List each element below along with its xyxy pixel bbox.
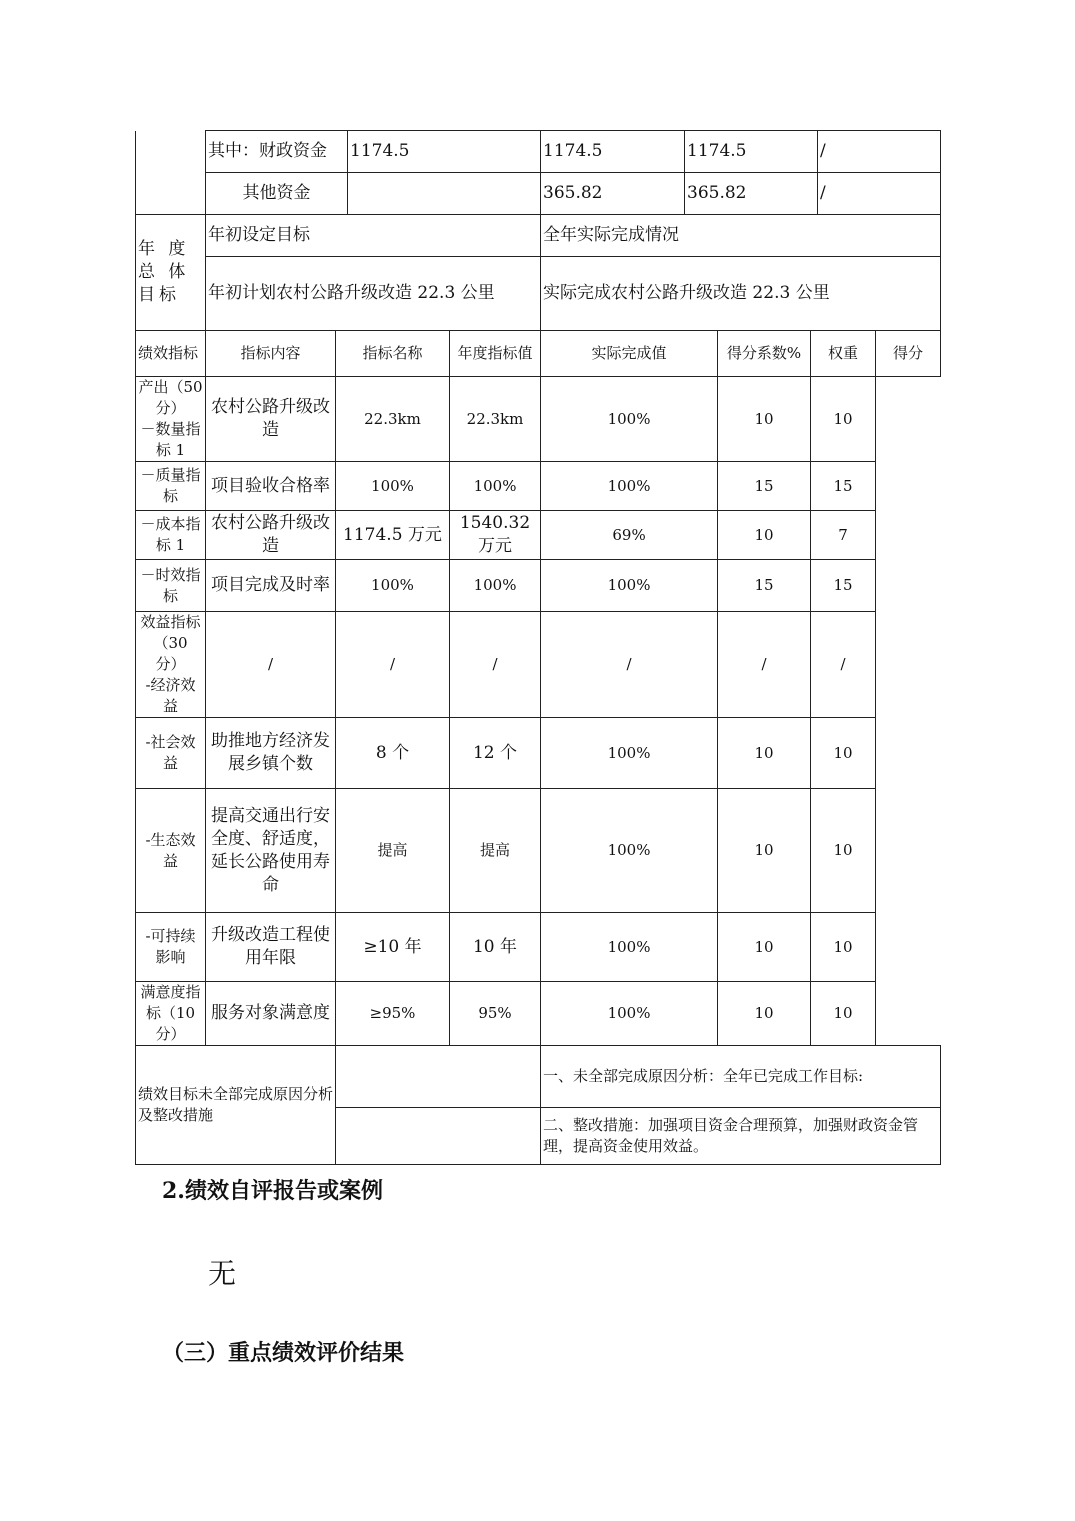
indicator-cell: 1540.32 万元 (450, 511, 541, 560)
cell: 365.82 (541, 173, 685, 215)
indicator-cell: / (336, 612, 450, 718)
indicator-cell: 100% (541, 462, 718, 511)
indicator-cell: 10 (718, 511, 811, 560)
indicator-row (136, 718, 941, 789)
fiscal-funds-row (136, 131, 941, 173)
section-2-title: 2.绩效自评报告或案例 (162, 1178, 383, 1204)
indicator-cell: 10 (811, 718, 876, 789)
indicator-cell: 农村公路升级改造 (206, 511, 336, 560)
indicator-cell: 10 (811, 913, 876, 982)
indicator-cell: 100% (336, 462, 450, 511)
indicator-cell: 10 (718, 913, 811, 982)
indicator-cell: 100% (541, 982, 718, 1046)
column-header: 指标名称 (336, 331, 450, 377)
indicator-cell: ≥10 年 (336, 913, 450, 982)
section-3-title: （三）重点绩效评价结果 (162, 1340, 405, 1366)
indicator-cell: 10 (718, 718, 811, 789)
column-header: 实际完成值 (541, 331, 718, 377)
indicator-cell: 10 (811, 982, 876, 1046)
indicator-cell: 提高 (336, 789, 450, 913)
indicator-row (136, 462, 941, 511)
indicator-cell: 95% (450, 982, 541, 1046)
indicator-cell: / (450, 612, 541, 718)
indicator-cell: 升级改造工程使用年限 (206, 913, 336, 982)
indicator-cell: 项目完成及时率 (206, 560, 336, 612)
column-header: 指标内容 (206, 331, 336, 377)
indicator-cell: 满意度指标（10 分） (136, 982, 206, 1046)
header-row (136, 331, 941, 377)
indicator-cell: －成本指标 1 (136, 511, 206, 560)
set-goal-text: 年初计划农村公路升级改造 22.3 公里 (206, 257, 541, 331)
indicator-cell: 10 (718, 982, 811, 1046)
indicator-cell: / (541, 612, 718, 718)
row-label: 其中：财政资金 (206, 131, 348, 173)
indicator-cell: / (206, 612, 336, 718)
indicator-cell: 100% (450, 462, 541, 511)
cell: 1174.5 (685, 131, 818, 173)
indicator-row (136, 913, 941, 982)
indicator-cell: 10 (811, 789, 876, 913)
actual-text: 实际完成农村公路升级改造 22.3 公里 (541, 257, 941, 331)
indicator-cell: 提高交通出行安全度、舒适度，延长公路使用寿命 (206, 789, 336, 913)
annual-goal-label: 年 度 总 体目标 (136, 215, 206, 331)
indicator-row (136, 982, 941, 1046)
indicator-cell: 22.3km (336, 377, 450, 462)
indicator-cell: 项目验收合格率 (206, 462, 336, 511)
row-label: 其他资金 (206, 173, 348, 215)
indicator-cell: 10 (718, 377, 811, 462)
indicator-cell: 10 (811, 377, 876, 462)
indicator-cell: 100% (541, 913, 718, 982)
column-header: 得分 (876, 331, 941, 377)
other-funds-row (136, 173, 941, 215)
indicator-cell: －质量指标 (136, 462, 206, 511)
measures-text: 二、整改措施：加强项目资金合理预算，加强财政资金管理，提高资金使用效益。 (541, 1108, 941, 1165)
cell: 365.82 (685, 173, 818, 215)
indicator-cell: 100% (541, 718, 718, 789)
indicator-cell: ≥95% (336, 982, 450, 1046)
indicator-cell: 10 (718, 789, 811, 913)
indicator-cell: 8 个 (336, 718, 450, 789)
indicator-cell: 100% (541, 789, 718, 913)
indicator-cell: / (811, 612, 876, 718)
performance-table (135, 214, 941, 1165)
indicator-row (136, 560, 941, 612)
indicator-cell: 100% (450, 560, 541, 612)
indicator-cell: / (718, 612, 811, 718)
indicator-cell: 100% (541, 560, 718, 612)
cell: 1174.5 (541, 131, 685, 173)
indicator-cell: 15 (718, 560, 811, 612)
indicator-cell: 15 (811, 560, 876, 612)
analysis-label: 绩效目标未全部完成原因分析及整改措施 (136, 1046, 336, 1165)
column-header: 得分系数% (718, 331, 811, 377)
indicator-cell: 15 (811, 462, 876, 511)
indicator-row (136, 789, 941, 913)
blank-cell (136, 131, 206, 215)
indicator-cell: 22.3km (450, 377, 541, 462)
indicator-cell: 提高 (450, 789, 541, 913)
reason-text: 一、未全部完成原因分析：全年已完成工作目标: (541, 1046, 941, 1108)
indicator-row (136, 377, 941, 462)
blank-cell (336, 1046, 541, 1108)
column-header: 权重 (811, 331, 876, 377)
indicator-cell: 69% (541, 511, 718, 560)
cell: / (818, 131, 941, 173)
indicator-cell: 10 年 (450, 913, 541, 982)
cell: 1174.5 (348, 131, 541, 173)
indicator-cell: 1174.5 万元 (336, 511, 450, 560)
indicator-row (136, 612, 941, 718)
indicator-cell: 助推地方经济发展乡镇个数 (206, 718, 336, 789)
column-header: 年度指标值 (450, 331, 541, 377)
indicator-cell: 农村公路升级改造 (206, 377, 336, 462)
indicator-cell: 15 (718, 462, 811, 511)
set-goal-header: 年初设定目标 (206, 215, 541, 257)
indicator-cell: -可持续影响 (136, 913, 206, 982)
indicator-cell: 12 个 (450, 718, 541, 789)
actual-header: 全年实际完成情况 (541, 215, 941, 257)
performance-label: 绩效指标 (136, 331, 206, 377)
funds-table (135, 130, 941, 215)
cell: / (818, 173, 941, 215)
indicator-cell: －时效指标 (136, 560, 206, 612)
indicator-row (136, 511, 941, 560)
indicator-cell: 100% (541, 377, 718, 462)
indicator-cell: 产出（50 分） －数量指标 1 (136, 377, 206, 462)
indicator-cell: 100% (336, 560, 450, 612)
indicator-cell: 7 (811, 511, 876, 560)
cell (348, 173, 541, 215)
indicator-cell: 效益指标（30 分） -经济效益 (136, 612, 206, 718)
blank-cell (336, 1108, 541, 1165)
indicator-cell: -生态效益 (136, 789, 206, 913)
section-2-body: 无 (208, 1257, 237, 1290)
indicator-cell: -社会效益 (136, 718, 206, 789)
indicator-cell: 服务对象满意度 (206, 982, 336, 1046)
